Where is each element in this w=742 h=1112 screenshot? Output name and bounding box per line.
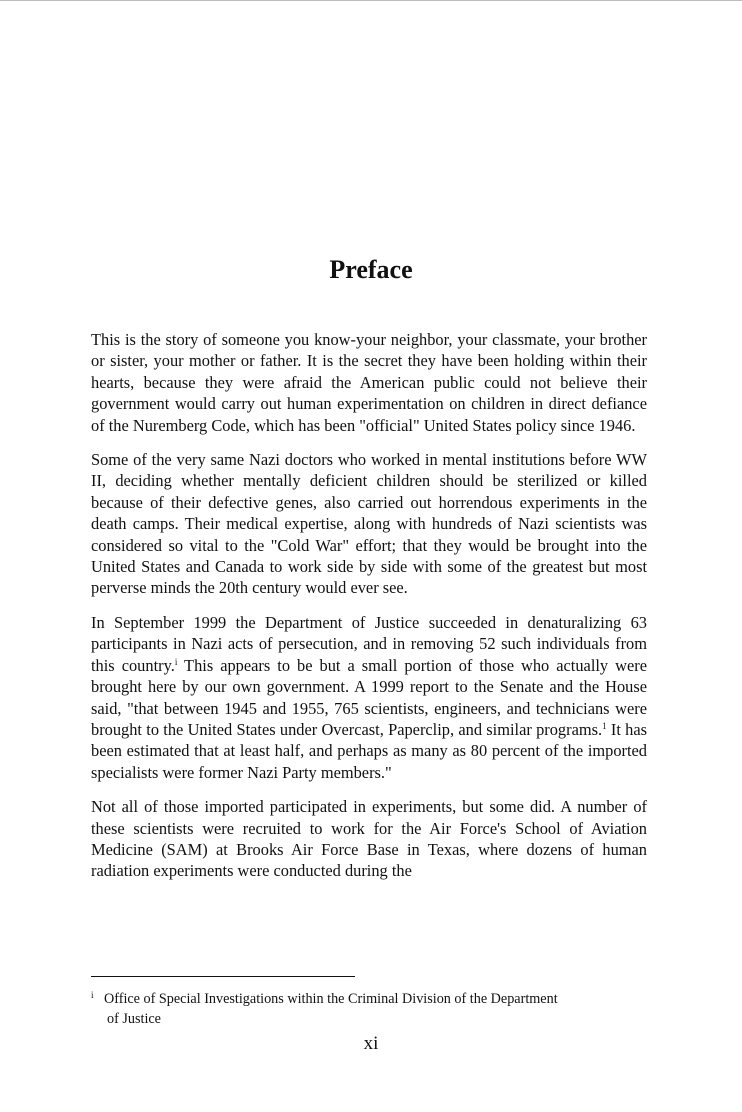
footnote — [91, 989, 651, 1029]
footnote-line-1: i Office of Special Investigations within the Criminal Division of the Department — [91, 990, 558, 1007]
paragraph-2: Some of the very same Nazi doctors who worked in mental institutions before WW II, deciding whether mentally deficient children should be sterilized or killed because of their defective genes, also carried out horrendous experiments in the death camps. Their medical expertise, along with hundreds of Nazi scientists was considered so vital to the "Cold War" effort; that they would be brought into the United States and Canada to work side by side with some of the greatest but most perverse minds the 20th century would ever see. — [91, 450, 647, 598]
paragraph-3-part-c: It has been estimated that at least half, and perhaps as many as 80 percent of the imported specialists were former Nazi Party members." — [91, 719, 647, 782]
paragraph-3-part-a: In September 1999 the Department of Justice succeeded in denaturalizing 63 participants in Nazi acts of persecution, and in removing 52 such individuals from this country. — [91, 612, 647, 675]
page-title: Preface — [329, 255, 413, 284]
footnote-text-1: Office of Special Investigations within the Criminal Division of the Department — [104, 991, 558, 1007]
footnote-reference-1: 1 — [602, 720, 607, 731]
preface-body — [91, 329, 647, 882]
paragraph-3-part-b: This appears to be but a small portion of those who actually were brought here by our own government. A 1999 report to the Senate and the House said, "that between 1945 and 1955, 765 scientists, engineers, and technicians were brought to the United States under Overcast, Paperclip, and similar programs. — [91, 655, 647, 739]
page-top-edge — [0, 0, 742, 1]
footnote-divider — [91, 976, 355, 977]
footnote-reference-i: i — [174, 656, 178, 667]
paragraph-4: Not all of those imported participated in experiments, but some did. A number of these scientists were recruited to work for the Air Force's School of Aviation Medicine (SAM) at Brooks Air Force Base in Texas, where dozens of human radiation experiments were conducted during the — [91, 797, 647, 881]
footnote-line-2: of Justice — [107, 1011, 161, 1027]
paragraph-3 — [91, 612, 647, 783]
paragraph-1: This is the story of someone you know-your neighbor, your classmate, your brother or sister, your mother or father. It is the secret they have been holding within their hearts, because they were afraid the American public could not believe their government would carry out human experimentation on children in direct defiance of the Nuremberg Code, which has been "official" United States policy since 1946. — [91, 330, 647, 435]
page-number: xi — [363, 1033, 379, 1054]
